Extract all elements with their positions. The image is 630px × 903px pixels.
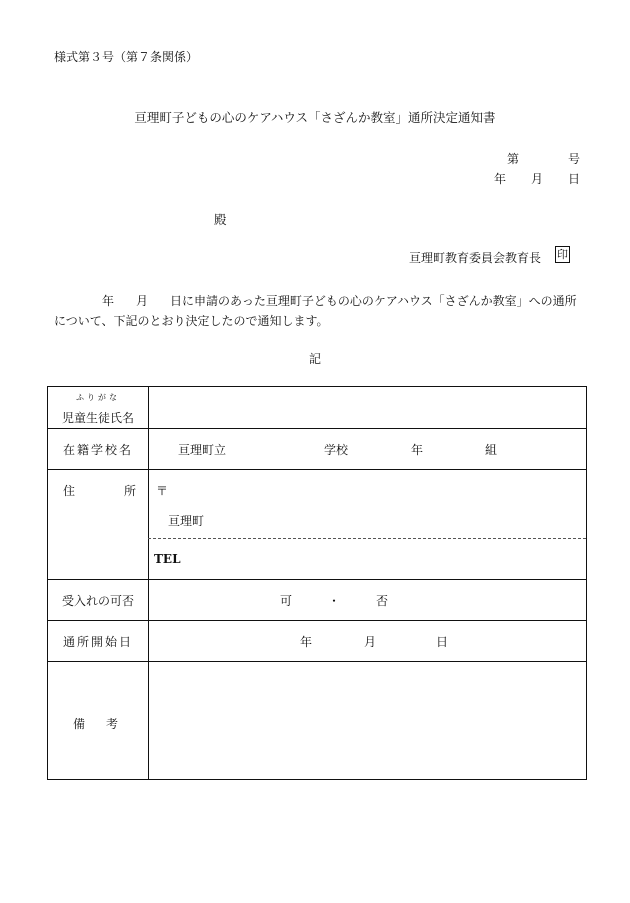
school-suffix: 学校 — [324, 443, 349, 457]
address-label-ju: 住 — [63, 484, 76, 498]
school-label: 在籍学校名 — [62, 443, 133, 457]
addressee-suffix: 殿 — [214, 212, 227, 227]
address-town: 亘理町 — [168, 514, 205, 528]
table-column-divider — [148, 387, 149, 779]
date-year: 年 — [494, 172, 507, 186]
remarks-label-bi: 備 — [73, 717, 86, 731]
address-label-sho: 所 — [124, 484, 137, 498]
document-title: 亘理町子どもの心のケアハウス「さざんか教室」通所決定通知書 — [134, 110, 496, 125]
postal-mark: 〒 — [156, 484, 169, 498]
start-day: 日 — [436, 635, 449, 649]
tel-label: TEL — [154, 552, 181, 566]
body-year: 年 — [102, 294, 115, 308]
student-name-field[interactable] — [150, 388, 586, 427]
body-month: 月 — [136, 294, 149, 308]
student-name-label: 児童生徒氏名 — [61, 411, 134, 425]
acceptance-dot: ・ — [328, 594, 341, 608]
ki-heading: 記 — [308, 352, 321, 366]
class-label: 組 — [485, 443, 498, 457]
remarks-label-ko: 考 — [106, 717, 119, 731]
row-divider — [48, 428, 586, 429]
date-month: 月 — [531, 172, 544, 186]
row-divider — [48, 469, 586, 470]
start-year: 年 — [300, 635, 313, 649]
acceptance-label: 受入れの可否 — [61, 594, 134, 608]
issuer-name: 亘理町教育委員会教育長 — [409, 251, 542, 265]
row-divider — [48, 661, 586, 662]
remarks-field[interactable] — [150, 663, 586, 779]
start-date-label: 通所開始日 — [62, 635, 133, 649]
row-divider — [48, 620, 586, 621]
grade-label: 年 — [411, 443, 424, 457]
row-divider — [48, 579, 586, 580]
start-month: 月 — [364, 635, 377, 649]
doc-number-dai: 第 — [507, 152, 520, 166]
notice-body — [54, 291, 584, 331]
name-furigana-label: ふりがな — [76, 393, 120, 402]
acceptance-yes[interactable]: 可 — [280, 594, 293, 608]
school-prefix: 亘理町立 — [178, 443, 227, 457]
doc-number-go: 号 — [568, 152, 581, 166]
acceptance-no[interactable]: 否 — [376, 594, 389, 608]
date-day: 日 — [568, 172, 581, 186]
seal-mark: 印 — [557, 248, 568, 261]
body-text: 日に申請のあった亘理町子どもの心のケアハウス「さざんか教室」への通所について、下記のとおり決定したので通知します。 — [54, 294, 577, 328]
details-table — [47, 386, 587, 780]
form-id: 様式第３号（第７条関係） — [54, 50, 199, 64]
address-tel-divider — [148, 538, 586, 539]
